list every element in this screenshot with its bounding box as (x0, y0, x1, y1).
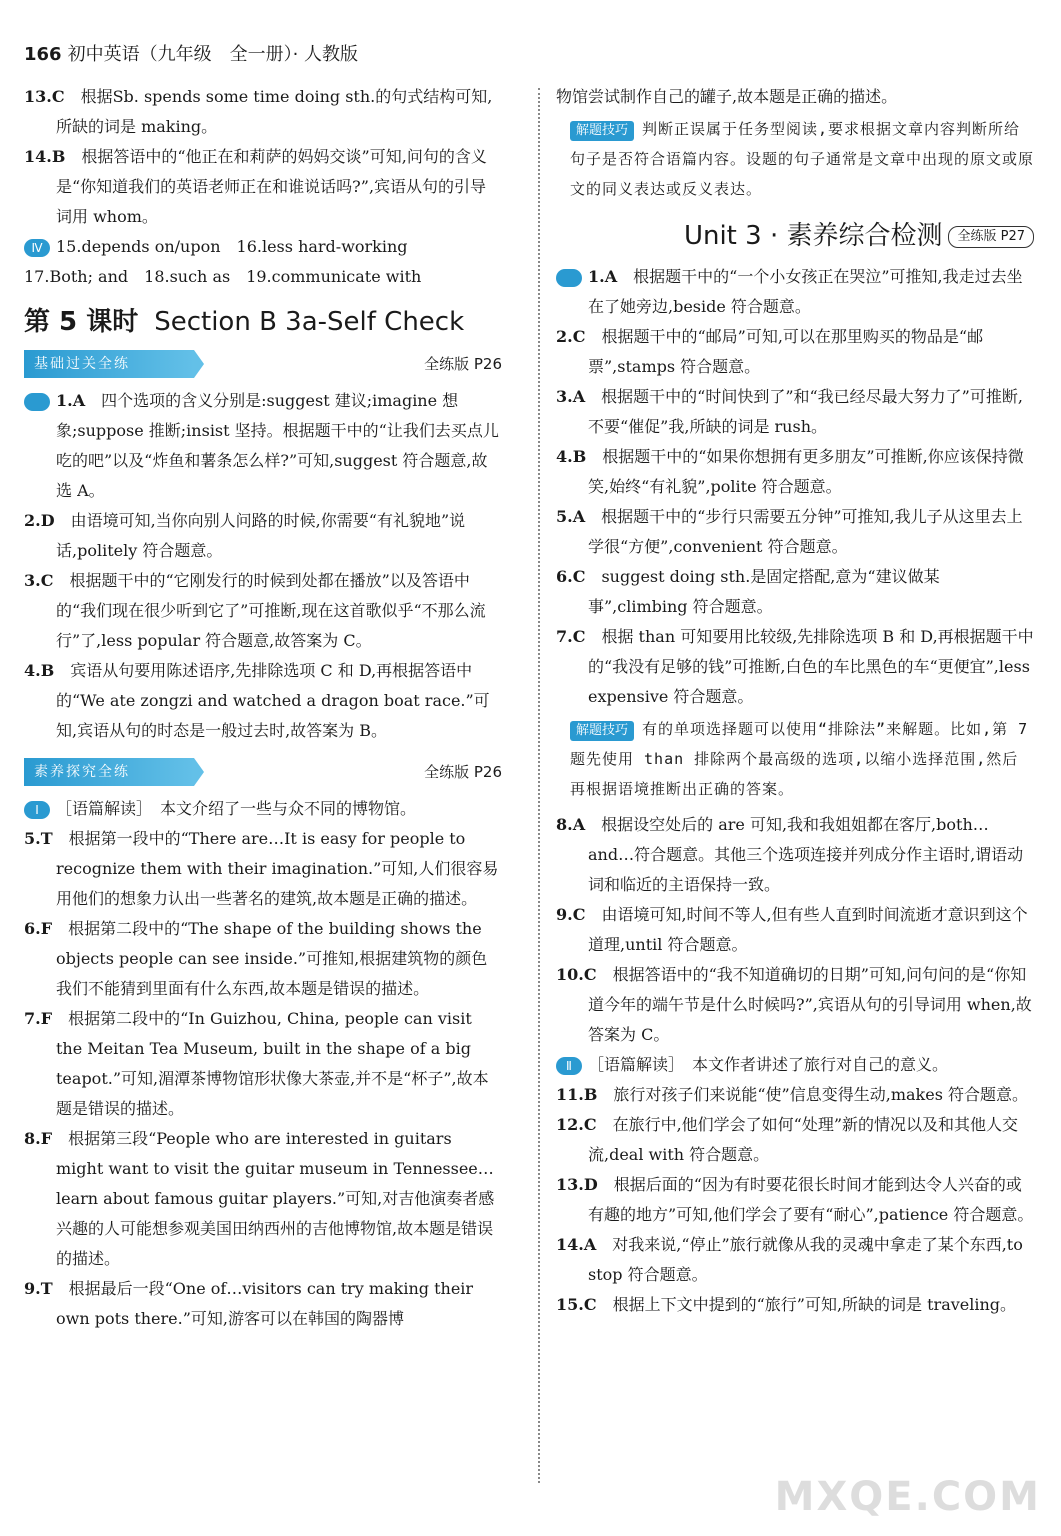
answer-item (556, 1170, 1034, 1230)
basic-practice-ref: 全练版 P26 (424, 355, 502, 373)
answer-explanation: 由语境可知,当你向别人问路的时候,你需要“有礼貌地”说话,politely 符合题意。 (56, 511, 466, 560)
section-badge: Ⅰ (556, 269, 582, 287)
answer-key: 6.C (556, 567, 586, 586)
answer-item (556, 442, 1034, 502)
answer-line-17: 17.Both; and 18.such as 19.communicate with (24, 267, 422, 286)
answer-explanation: 旅行对孩子们来说能“使”信息变得生动,makes 符合题意。 (613, 1085, 1028, 1104)
answer-explanation: 四个选项的含义分别是:suggest 建议;imagine 想象;suppose 推断;insist 坚持。根据题干中的“让我们去买点儿吃的吧”以及“炸鱼和薯条怎么样?”可知,suggest 符合题意,故选 A。 (56, 391, 499, 500)
answer-key: 4.B (556, 447, 587, 466)
answer-item (556, 562, 1034, 622)
answer-item (24, 1274, 502, 1334)
answer-explanation: 根据答语中的“我不知道确切的日期”可知,问句问的是“你知道今年的端午节是什么时候吗?”,宾语从句的引导词用 when,故答案为 C。 (588, 965, 1032, 1044)
answer-key: 13.D (556, 1175, 598, 1194)
answer-key: 7.C (556, 627, 586, 646)
answer-explanation: suggest doing sth.是固定搭配,意为“建议做某事”,climbing 符合题意。 (588, 567, 940, 616)
tip-text-1: 判断正误属于任务型阅读,要求根据文章内容判断所给句子是否符合语篇内容。设题的句子通常是文章中出现的原文或原文的同义表达或反义表达。 (570, 120, 1035, 198)
answer-key: 11.B (556, 1085, 598, 1104)
left-part2-answers (24, 824, 502, 1334)
answer-key: 3.C (24, 571, 54, 590)
answer-explanation: 根据题干中的“邮局”可知,可以在那里购买的物品是“邮票”,stamps 符合题意。 (588, 327, 984, 376)
answer-key: 8.F (24, 1129, 53, 1148)
right-part2-answers (556, 810, 1034, 1050)
left-part1-answers (19, 386, 502, 746)
answer-key: 8.A (556, 815, 586, 834)
answer-key: 6.F (24, 919, 53, 938)
answer-key: 1.A (56, 391, 86, 410)
section-ii-badge: Ⅱ (556, 1057, 582, 1075)
tip-box-2 (556, 714, 1034, 804)
answer-key: 7.F (24, 1009, 53, 1028)
answer-key: 9.C (556, 905, 586, 924)
answer-key: 2.D (24, 511, 55, 530)
answer-key: 13.C (24, 87, 65, 106)
tip-text-2: 有的单项选择题可以使用“排除法”来解题。比如,第 7 题先使用 than 排除两个最高级的选项,以缩小选择范围,然后再根据语境推断出正确的答案。 (570, 720, 1029, 798)
answer-explanation: 根据题干中的“步行只需要五分钟”可推知,我儿子从这里去上学很“方便”,convenient 符合题意。 (588, 507, 1023, 556)
answer-explanation: 根据最后一段“One of…visitors can try making their own pots there.”可知,游客可以在韩国的陶器博 (56, 1279, 474, 1328)
answer-key: 9.T (24, 1279, 53, 1298)
left-pre-answers (24, 82, 502, 232)
lesson-section: Section B 3a-Self Check (154, 307, 465, 337)
answer-key: 12.C (556, 1115, 597, 1134)
answer-item (556, 900, 1034, 960)
right-column (551, 82, 1035, 1320)
watermark: MXQE.COM (774, 1474, 1041, 1520)
answer-item (556, 1290, 1034, 1320)
answer-key: 3.A (556, 387, 586, 406)
basic-practice-banner: 基础过关全练 (24, 350, 194, 378)
section-badge: Ⅰ (24, 393, 50, 411)
tip-box-1 (556, 114, 1034, 204)
answer-explanation: 根据 than 可知要用比较级,先排除选项 B 和 D,再根据题干中的“我没有足够的钱”可推断,白色的车比黑色的车“更便宜”,less expensive 符合题意。 (588, 627, 1034, 706)
answer-item (24, 1004, 502, 1124)
answer-explanation: 在旅行中,他们学会了如何“处理”新的情况以及和其他人交流,deal with 符合题意。 (588, 1115, 1019, 1164)
answer-item (556, 960, 1034, 1050)
answer-item (24, 914, 502, 1004)
answer-item (24, 566, 502, 656)
answer-item (24, 824, 502, 914)
answer-explanation: 根据第二段中的“The shape of the building shows the objects people can see inside.”可推知,根据建筑物的颜色我们不能猜到里面有什么东西,故本题是错误的描述。 (56, 919, 488, 998)
answer-item (556, 622, 1034, 712)
continued-answer: 物馆尝试制作自己的罐子,故本题是正确的描述。 (556, 87, 898, 106)
tip-badge-1: 解题技巧 (570, 121, 634, 141)
answer-item (556, 1230, 1034, 1290)
answer-key: 14.B (24, 147, 66, 166)
answer-key: 1.A (588, 267, 618, 286)
answer-explanation: 根据设空处后的 are 可知,我和我姐姐都在客厅,both…and…符合题意。其他三个选项连接并列成分作主语时,谓语动词和临近的主语保持一致。 (588, 815, 1024, 894)
section-i-badge-reading: Ⅰ (24, 801, 50, 819)
unit-ref: 全练版 P27 (948, 226, 1034, 248)
lesson-title (24, 302, 502, 342)
answer-explanation: 根据答语中的“他正在和莉萨的妈妈交谈”可知,问句的含义是“你知道我们的英语老师正在和谁说话吗?”,宾语从句的引导词用 whom。 (56, 147, 487, 226)
answer-item (556, 1110, 1034, 1170)
column-divider (538, 88, 540, 1483)
answer-explanation: 根据第一段中的“There are…It is easy for people to recognize them with their imagination.”可知,人们很容易用他们的想象力认出一些著名的建筑,故本题是正确的描述。 (56, 829, 499, 908)
answer-explanation: 由语境可知,时间不等人,但有些人直到时间流逝才意识到这个道理,until 符合题意。 (588, 905, 1028, 954)
answer-item (551, 262, 1034, 322)
answer-item (556, 322, 1034, 382)
answer-key: 4.B (24, 661, 55, 680)
answer-item (24, 1124, 502, 1274)
answer-explanation: 宾语从句要用陈述语序,先排除选项 C 和 D,再根据答语中的“We ate zongzi and watched a dragon boat race.”可知,宾语从句的时态是一般过去时,故答案为 B。 (56, 661, 490, 740)
page-header (24, 40, 358, 66)
answer-key: 5.T (24, 829, 53, 848)
answer-key: 14.A (556, 1235, 597, 1254)
answer-item (556, 502, 1034, 562)
answer-key: 10.C (556, 965, 597, 984)
literacy-practice-banner: 素养探究全练 (24, 758, 194, 786)
answer-item (24, 142, 502, 232)
right-part1-answers (551, 262, 1034, 712)
answer-item (24, 82, 502, 142)
answer-item (24, 506, 502, 566)
section-iv-badge: Ⅳ (24, 239, 50, 257)
answer-item (556, 382, 1034, 442)
answer-key: 15.C (556, 1295, 597, 1314)
answer-explanation: 根据第三段“People who are interested in guitars might want to visit the guitar museum in Tennessee…learn about famous guitar players.”可知,对吉他演奏者感兴趣的人可能想参观美国田纳西州的吉他博物馆,故本题是错误的描述。 (56, 1129, 495, 1268)
reading-intro: Ⅰ ［语篇解读］ 本文介绍了一些与众不同的博物馆。 (24, 794, 502, 824)
unit-title: Unit 3 · 素养综合检测 全练版 P27 (556, 216, 1034, 256)
lesson-number: 第 5 课时 (24, 307, 139, 337)
basic-practice-row (24, 346, 502, 382)
literacy-practice-row (24, 754, 502, 790)
page-number: 166 (24, 44, 62, 65)
right-part3-answers (556, 1080, 1034, 1320)
literacy-practice-ref: 全练版 P26 (424, 763, 502, 781)
answer-item (24, 656, 502, 746)
answer-explanation: 根据Sb. spends some time doing sth.的句式结构可知,所缺的词是 making。 (56, 87, 493, 136)
tip-badge-2: 解题技巧 (570, 721, 634, 741)
answer-explanation: 根据题干中的“时间快到了”和“我已经尽最大努力了”可推断,不要“催促”我,所缺的词是 rush。 (588, 387, 1023, 436)
book-title: 初中英语（九年级 全一册）· 人教版 (67, 44, 359, 65)
reading-intro-2: Ⅱ ［语篇解读］ 本文作者讲述了旅行对自己的意义。 (556, 1050, 1034, 1080)
answer-explanation: 根据题干中的“一个小女孩正在哭泣”可推知,我走过去坐在了她旁边,beside 符合题意。 (588, 267, 1023, 316)
answer-item (19, 386, 502, 506)
answer-key: 5.A (556, 507, 586, 526)
answer-item (556, 1080, 1034, 1110)
answer-explanation: 根据后面的“因为有时要花很长时间才能到达令人兴奋的或有趣的地方”可知,他们学会了要有“耐心”,patience 符合题意。 (588, 1175, 1034, 1224)
answer-explanation: 对我来说,“停止”旅行就像从我的灵魂中拿走了某个东西,to stop 符合题意。 (588, 1235, 1023, 1284)
answer-explanation: 根据题干中的“它刚发行的时候到处都在播放”以及答语中的“我们现在很少听到它了”可推断,现在这首歌似乎“不那么流行”了,less popular 符合题意,故答案为 C。 (56, 571, 486, 650)
answer-explanation: 根据题干中的“如果你想拥有更多朋友”可推断,你应该保持微笑,始终“有礼貌”,polite 符合题意。 (588, 447, 1024, 496)
answer-explanation: 根据上下文中提到的“旅行”可知,所缺的词是 traveling。 (612, 1295, 1017, 1314)
answer-key: 2.C (556, 327, 586, 346)
left-column (19, 82, 502, 1334)
answer-explanation: 根据第二段中的“In Guizhou, China, people can visit the Meitan Tea Museum, built in the shape of a big teapot.”可知,湄潭茶博物馆形状像大茶壶,并不是“杯子”,故本题是错误的描述。 (56, 1009, 489, 1118)
answer-item (556, 810, 1034, 900)
answer-line-15: Ⅳ 15.depends on/upon 16.less hard-working (24, 232, 502, 262)
